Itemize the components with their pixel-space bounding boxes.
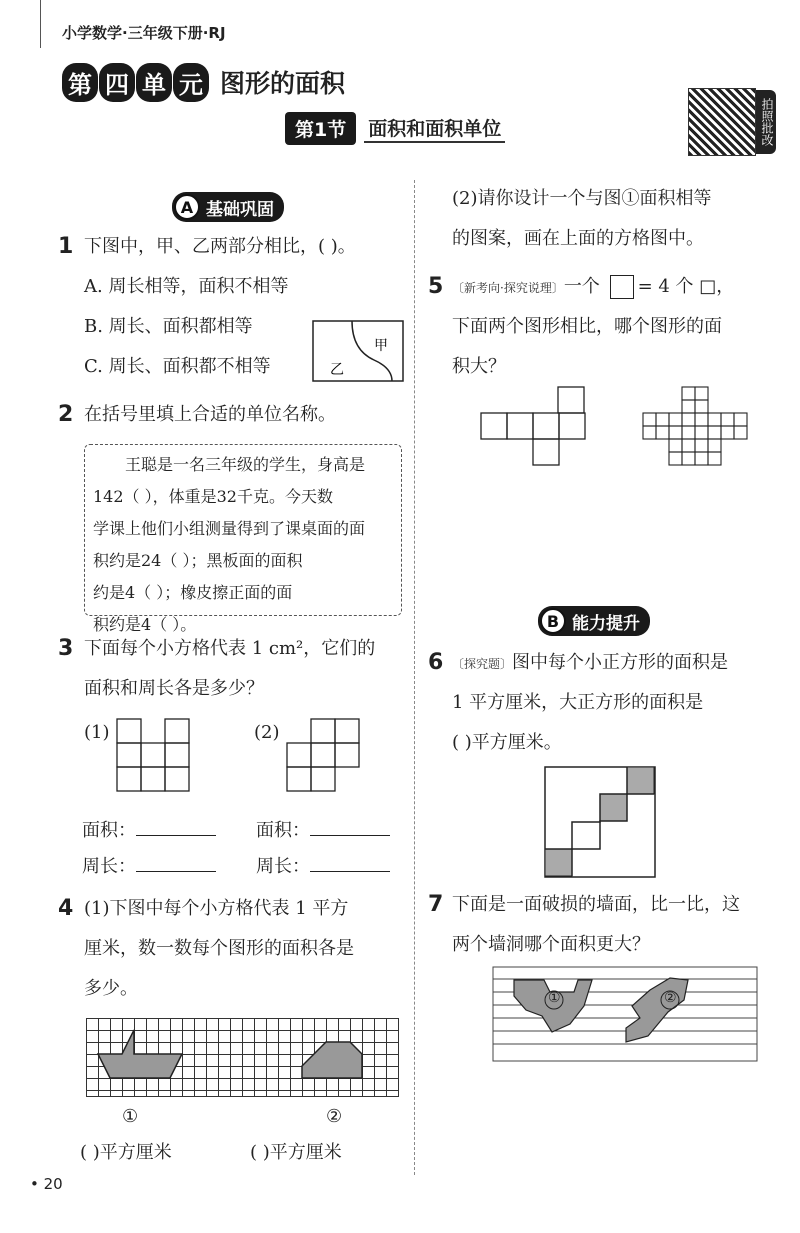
- q7-line-2: 两个墙洞哪个面积更大？: [452, 934, 650, 955]
- section-name: 面积和面积单位: [364, 114, 505, 143]
- q4-answer-1: ( )平方厘米: [80, 1142, 172, 1163]
- area-label: 面积：: [256, 820, 310, 841]
- answer-blank[interactable]: [136, 871, 216, 872]
- part-label: 基础巩固: [206, 199, 274, 220]
- header-rule: [40, 0, 41, 48]
- label-jia: 甲: [374, 338, 388, 354]
- question-number: 3: [58, 636, 74, 661]
- q3-label-2: (2): [254, 722, 280, 743]
- q1-stem: 下图中，甲、乙两部分相比，( )。: [84, 236, 356, 257]
- qr-tag: 拍照批改: [756, 90, 776, 154]
- unit-name: 图形的面积: [220, 69, 346, 98]
- q1-option-c: C. 周长、面积都不相等: [84, 356, 271, 377]
- q3-label-1: (1): [84, 722, 110, 743]
- q4-caption-1: ①: [122, 1106, 139, 1127]
- q6-text: 图中每个小正方形的面积是: [512, 652, 729, 673]
- part-b-badge: [538, 606, 650, 636]
- q4-text-3: 多少。: [84, 978, 138, 999]
- passage-line: 学课上他们小组测量得到了课桌面的面: [93, 519, 366, 538]
- unit-char: 四: [99, 63, 135, 102]
- q4-answer-2: ( )平方厘米: [250, 1142, 342, 1163]
- q6-line-1: [452, 644, 728, 683]
- answer-blank[interactable]: [310, 871, 390, 872]
- label-yi: 乙: [330, 362, 344, 378]
- unit-char: 元: [173, 63, 209, 102]
- q3-stem-1: 下面每个小方格代表 1 cm²，它们的: [84, 638, 376, 659]
- question-number: 7: [428, 892, 444, 917]
- part-label: 能力提升: [572, 613, 640, 634]
- part-a-badge: [172, 192, 284, 222]
- q5-figure-2: [642, 386, 748, 466]
- unit-char: 单: [136, 63, 172, 102]
- q4-shapes: [86, 1018, 398, 1096]
- q1-option-b: B. 周长、面积都相等: [84, 316, 253, 337]
- section-number: 第1节: [285, 112, 356, 145]
- hole-label-1: ①: [548, 990, 561, 1006]
- q2-passage-box: [84, 444, 402, 634]
- answer-blank[interactable]: [310, 835, 390, 836]
- q1-figure: [312, 320, 404, 382]
- question-number: 6: [428, 650, 444, 675]
- q3-figure-1: [116, 718, 192, 792]
- column-divider: [414, 180, 415, 1175]
- q3-figure-2: [286, 718, 362, 792]
- q6-figure: [544, 766, 656, 878]
- q2-stem: 在括号里填上合适的单位名称。: [84, 404, 336, 425]
- book-header: 小学数学·三年级下册·RJ: [62, 24, 226, 42]
- q4-text-2: 厘米，数一数每个图形的面积各是: [84, 938, 354, 959]
- passage-line: 积约是4（ ）。: [93, 615, 197, 634]
- q3-stem-2: 面积和周长各是多少？: [84, 678, 264, 699]
- q3-area-1: [82, 812, 216, 850]
- question-number: 1: [58, 234, 74, 259]
- question-number: 4: [58, 896, 74, 921]
- qr-code-icon[interactable]: [688, 88, 756, 156]
- q4-part2-1: (2)请你设计一个与图①面积相等: [452, 188, 712, 209]
- q6-line-3: ( )平方厘米。: [452, 732, 562, 753]
- passage-line: 王聪是一名三年级的学生，身高是: [125, 455, 366, 474]
- unit-title: [62, 64, 345, 100]
- q4-caption-2: ②: [326, 1106, 343, 1127]
- q6-tag: 〔探究题〕: [452, 657, 513, 671]
- q3-perim-2: [256, 848, 390, 886]
- q5-figure-1: [480, 386, 610, 466]
- passage-line: 积约是24（ ）；黑板面的面积: [93, 551, 303, 570]
- q2-passage: [85, 445, 401, 645]
- q5-text: 一个: [563, 276, 600, 297]
- q6-line-2: 1 平方厘米，大正方形的面积是: [452, 692, 704, 713]
- q5-line-1: [452, 268, 734, 307]
- q4-text-1: (1)下图中每个小方格代表 1 平方: [84, 898, 349, 919]
- section-title: [285, 112, 505, 145]
- big-square-icon: [610, 275, 634, 299]
- q5-tag: 〔新考向·探究说理〕: [452, 281, 564, 295]
- q7-line-1: 下面是一面破损的墙面，比一比，这: [452, 894, 740, 915]
- hole-label-2: ②: [664, 990, 677, 1006]
- unit-char: 第: [62, 63, 98, 102]
- area-label: 面积：: [82, 820, 136, 841]
- answer-blank[interactable]: [136, 835, 216, 836]
- q1-option-a: A. 周长相等，面积不相等: [84, 276, 289, 297]
- perimeter-label: 周长：: [82, 856, 136, 877]
- part-letter: B: [540, 608, 566, 634]
- passage-line: 142（ ），体重是32千克。今天数: [93, 487, 333, 506]
- passage-line: 约是4（ ）；橡皮擦正面的面: [93, 583, 293, 602]
- perimeter-label: 周长：: [256, 856, 310, 877]
- q5-line-2: 下面两个图形相比，哪个图形的面: [452, 316, 722, 337]
- question-number: 5: [428, 274, 444, 299]
- question-number: 2: [58, 402, 74, 427]
- q5-line-3: 积大？: [452, 356, 506, 377]
- q3-area-2: [256, 812, 390, 850]
- q3-perim-1: [82, 848, 216, 886]
- q7-wall: [492, 966, 758, 1062]
- q5-text-b: = 4 个 □，: [637, 276, 735, 297]
- part-letter: A: [174, 194, 200, 220]
- page-number: • 20: [30, 1175, 63, 1193]
- q4-part2-2: 的图案，画在上面的方格图中。: [452, 228, 704, 249]
